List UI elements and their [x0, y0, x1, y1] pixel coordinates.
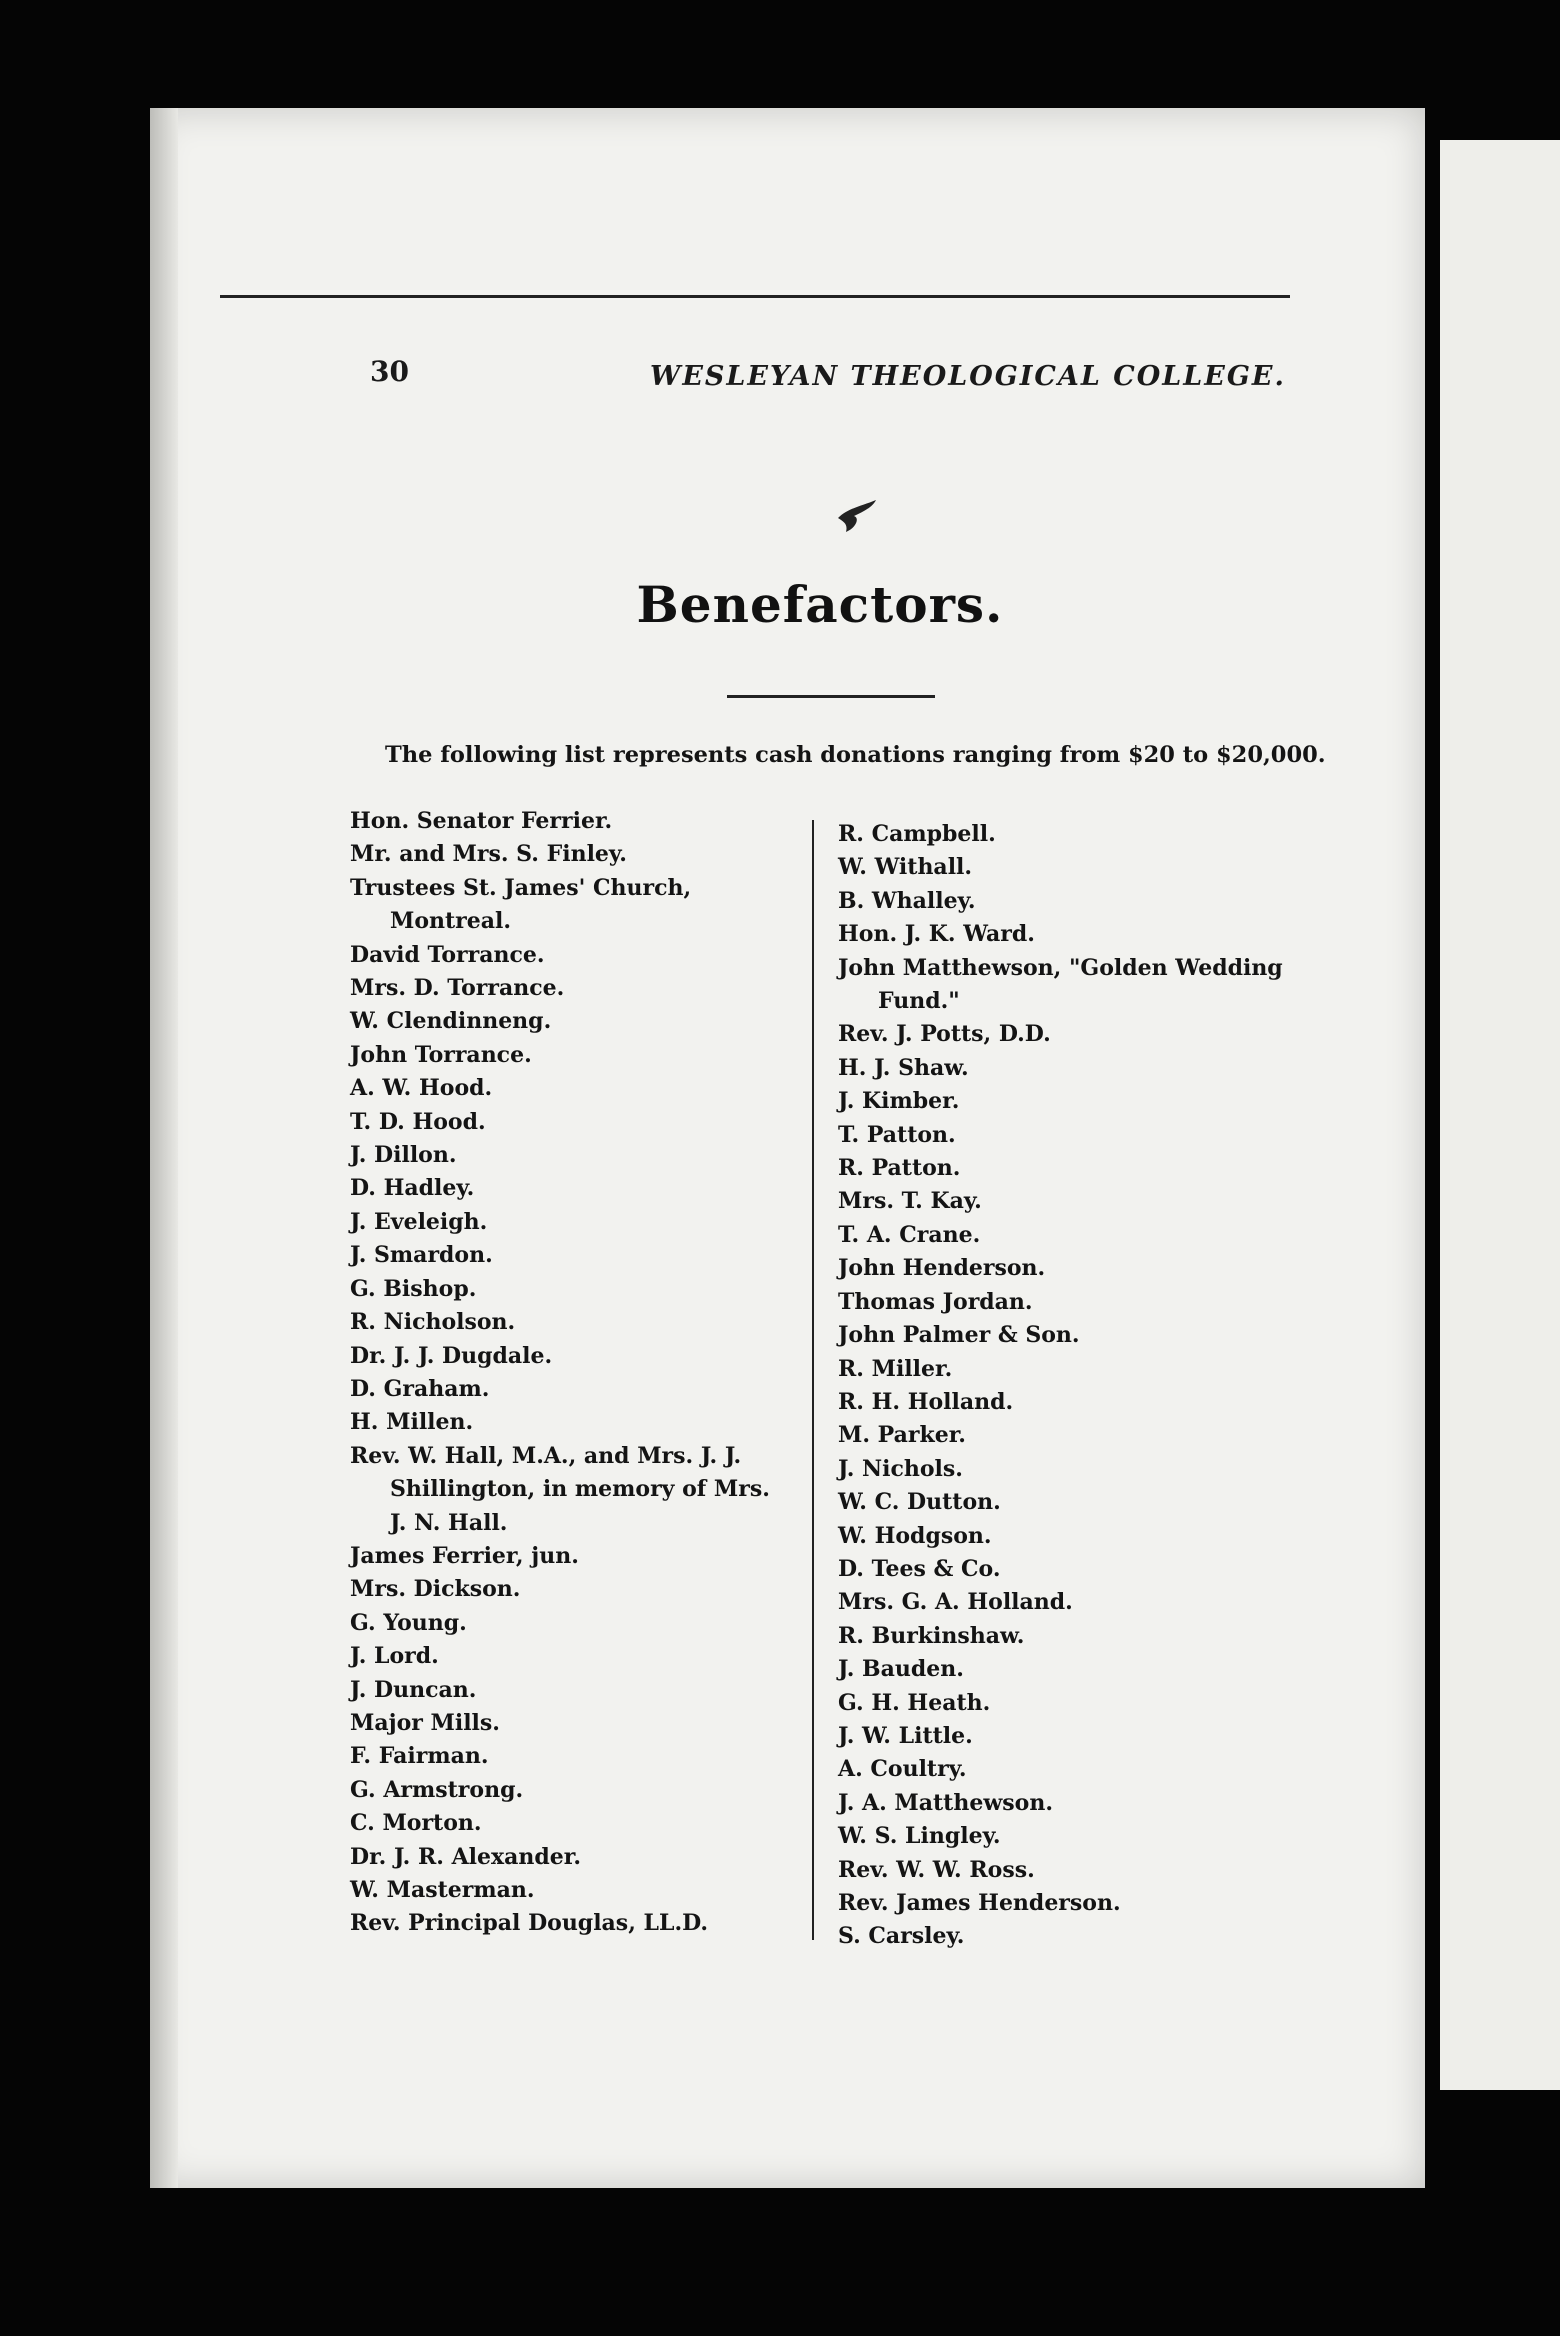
- benefactor-entry: Rev. W. W. Ross.: [838, 1856, 1035, 1883]
- benefactor-entry: J. Eveleigh.: [350, 1208, 488, 1235]
- benefactor-entry: Mr. and Mrs. S. Finley.: [350, 841, 627, 868]
- benefactor-entry: G. Young.: [350, 1609, 467, 1636]
- benefactor-entry: H. Millen.: [350, 1409, 474, 1436]
- benefactor-entry: Trustees St. James' Church, Montreal.: [350, 874, 692, 935]
- benefactor-entry: B. Whalley.: [838, 887, 976, 914]
- benefactor-entry: John Torrance.: [350, 1041, 532, 1068]
- benefactor-entry: R. Campbell.: [838, 821, 996, 847]
- running-header: [220, 245, 1290, 392]
- adjacent-page-edge: [1440, 140, 1560, 2090]
- benefactor-entry: G. Armstrong.: [350, 1776, 524, 1803]
- page-number: 30: [370, 355, 409, 388]
- benefactor-entry: M. Parker.: [838, 1422, 966, 1449]
- benefactor-entry: G. H. Heath.: [838, 1689, 991, 1716]
- benefactor-entry: Mrs. Dickson.: [350, 1576, 521, 1603]
- benefactor-entry: J. Lord.: [350, 1643, 439, 1670]
- benefactors-left-column: [350, 805, 790, 1941]
- benefactor-entry: J. A. Matthewson.: [838, 1789, 1053, 1816]
- benefactor-entry: D. Tees & Co.: [838, 1555, 1001, 1582]
- benefactor-entry: J. Nichols.: [838, 1455, 963, 1482]
- benefactor-entry: H. J. Shaw.: [838, 1054, 969, 1081]
- benefactor-entry: Thomas Jordan.: [838, 1288, 1033, 1315]
- benefactor-entry: Mrs. G. A. Holland.: [838, 1589, 1073, 1616]
- benefactor-entry: R. Patton.: [838, 1155, 961, 1182]
- benefactor-entry: John Matthewson, "Golden Wedding Fund.": [838, 954, 1283, 1015]
- benefactor-entry: F. Fairman.: [350, 1743, 489, 1770]
- benefactor-entry: D. Graham.: [350, 1375, 490, 1402]
- benefactor-entry: Dr. J. R. Alexander.: [350, 1843, 581, 1870]
- benefactors-right-column: [838, 818, 1288, 1954]
- benefactor-entry: T. Patton.: [838, 1121, 956, 1148]
- page-spine-shadow: [150, 108, 178, 2188]
- benefactor-entry: J. Kimber.: [838, 1088, 960, 1115]
- benefactor-entry: David Torrance.: [350, 941, 545, 968]
- benefactor-entry: Rev. J. Potts, D.D.: [838, 1021, 1051, 1048]
- benefactor-entry: R. Miller.: [838, 1355, 953, 1382]
- benefactor-entry: A. Coultry.: [838, 1756, 967, 1783]
- ink-ornament: [832, 488, 892, 536]
- benefactor-entry: R. Nicholson.: [350, 1309, 516, 1336]
- benefactor-entry: Rev. James Henderson.: [838, 1890, 1121, 1916]
- benefactor-entry: John Henderson.: [838, 1255, 1046, 1282]
- benefactor-entry: J. W. Little.: [838, 1722, 973, 1749]
- benefactor-entry: Hon. J. K. Ward.: [838, 921, 1035, 948]
- benefactor-entry: G. Bishop.: [350, 1275, 477, 1302]
- benefactor-entry: J. Duncan.: [350, 1676, 477, 1703]
- intro-text: The following list represents cash donations ranging from $20 to $20,000.: [385, 742, 1326, 768]
- benefactor-entry: W. C. Dutton.: [838, 1489, 1001, 1516]
- benefactor-entry: J. Bauden.: [838, 1656, 964, 1683]
- benefactor-entry: W. Hodgson.: [838, 1522, 992, 1549]
- benefactor-entry: James Ferrier, jun.: [350, 1542, 579, 1569]
- benefactor-entry: J. Dillon.: [350, 1142, 457, 1169]
- running-title: WESLEYAN THEOLOGICAL COLLEGE.: [650, 361, 1286, 392]
- benefactor-entry: T. A. Crane.: [838, 1221, 981, 1248]
- benefactor-entry: W. Clendinneng.: [350, 1008, 552, 1035]
- benefactor-entry: R. H. Holland.: [838, 1388, 1014, 1415]
- benefactor-entry: W. Masterman.: [350, 1877, 535, 1903]
- benefactor-entry: John Palmer & Son.: [838, 1322, 1080, 1349]
- benefactor-entry: Rev. Principal Douglas, LL.D.: [350, 1910, 709, 1937]
- column-divider: [812, 820, 814, 1940]
- benefactor-entry: J. Smardon.: [350, 1242, 493, 1269]
- benefactor-entry: R. Burkinshaw.: [838, 1622, 1025, 1649]
- benefactor-entry: D. Hadley.: [350, 1175, 475, 1202]
- title-underline: [727, 695, 935, 698]
- benefactor-entry: Hon. Senator Ferrier.: [350, 808, 613, 834]
- benefactor-entry: C. Morton.: [350, 1810, 482, 1837]
- benefactor-entry: Dr. J. J. Dugdale.: [350, 1342, 553, 1369]
- benefactor-entry: Mrs. T. Kay.: [838, 1188, 982, 1215]
- benefactor-entry: Mrs. D. Torrance.: [350, 975, 565, 1002]
- benefactor-entry: W. S. Lingley.: [838, 1823, 1001, 1850]
- section-title: Benefactors.: [636, 575, 1004, 634]
- benefactor-entry: Rev. W. Hall, M.A., and Mrs. J. J. Shillington, in memory of Mrs. J. N. Hall.: [350, 1442, 770, 1536]
- benefactor-entry: Major Mills.: [350, 1709, 500, 1736]
- benefactor-entry: T. D. Hood.: [350, 1108, 486, 1135]
- benefactor-entry: A. W. Hood.: [350, 1075, 493, 1102]
- benefactor-entry: S. Carsley.: [838, 1923, 965, 1950]
- benefactor-entry: W. Withall.: [838, 854, 973, 881]
